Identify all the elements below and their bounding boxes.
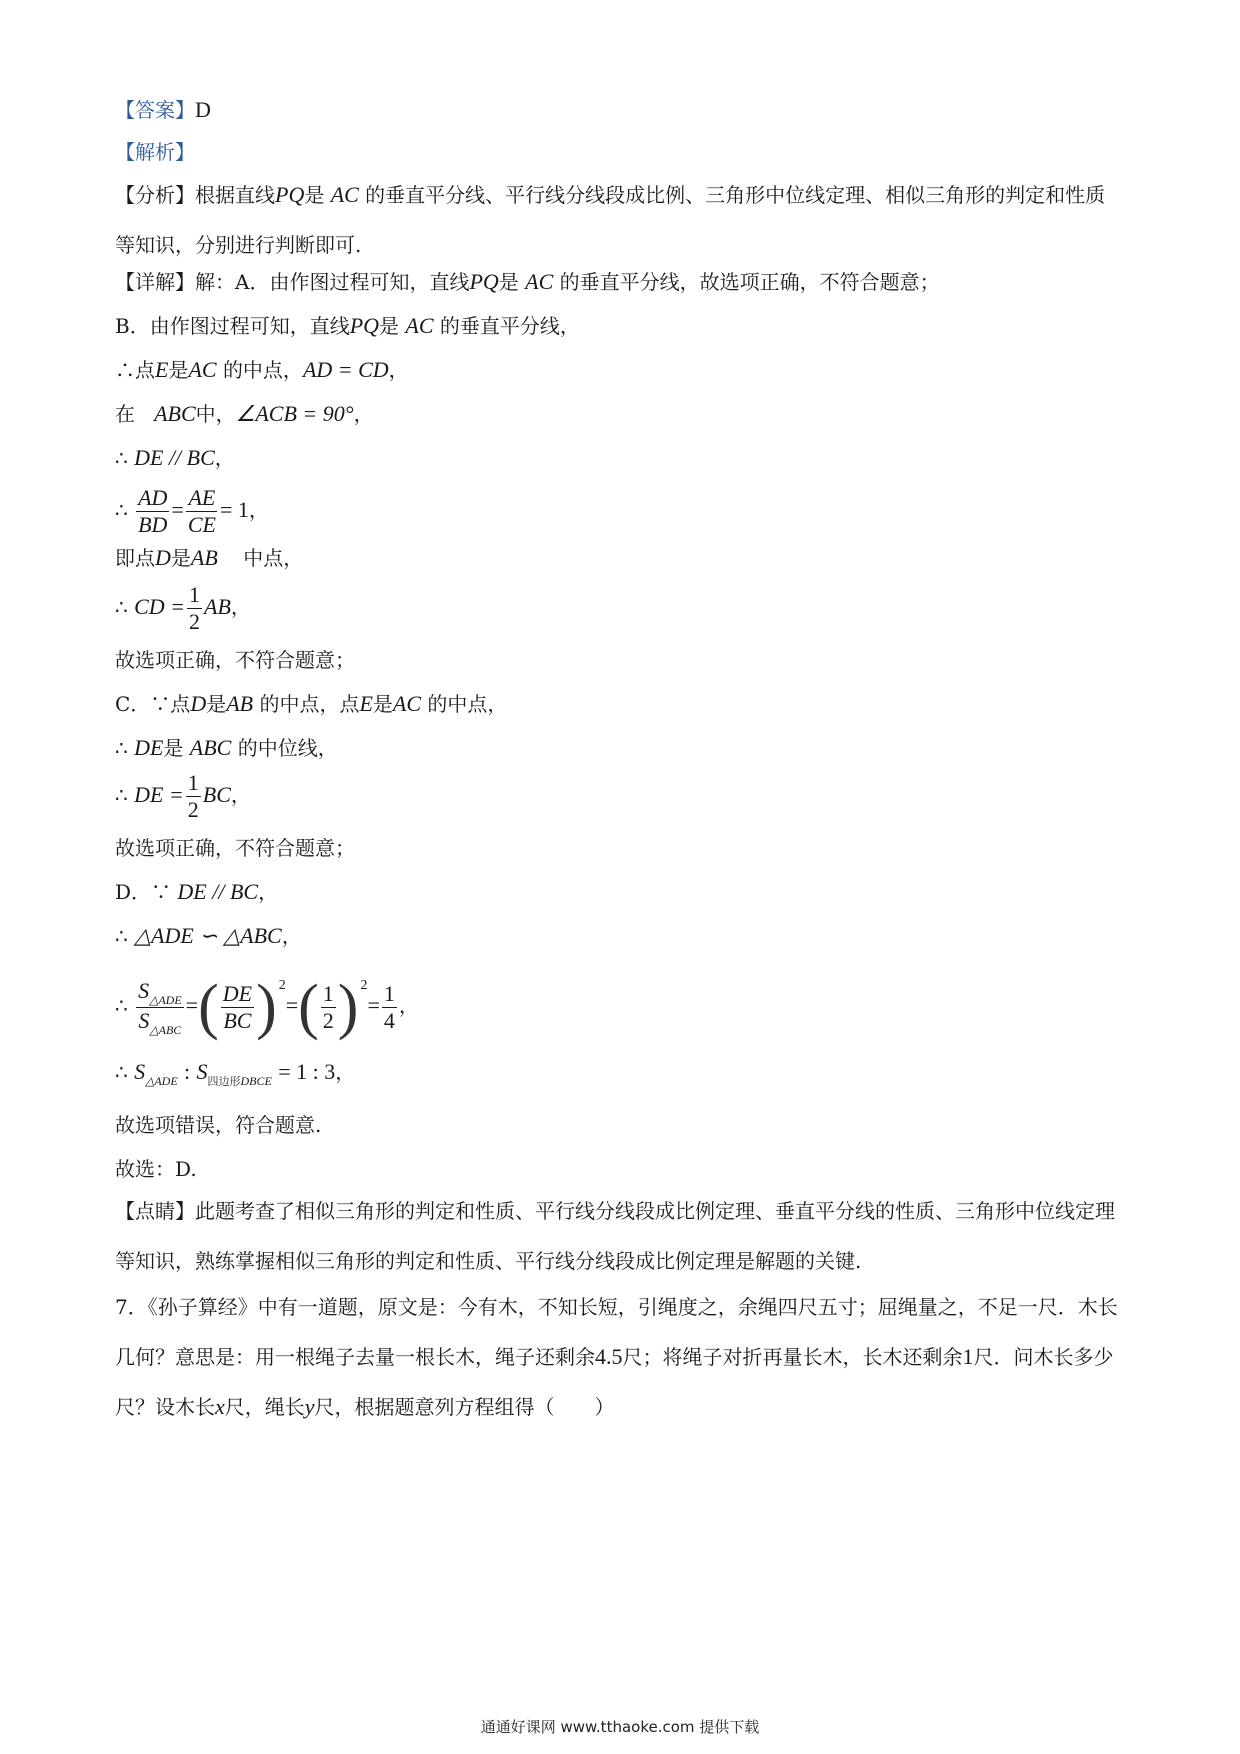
math-ab: AB bbox=[226, 691, 254, 716]
punct: ， bbox=[388, 358, 409, 382]
math-rhs: AB bbox=[204, 594, 231, 619]
text: 的中位线， bbox=[237, 736, 338, 760]
subscript: △ABC bbox=[149, 1022, 182, 1037]
math-parallel: DE // BC bbox=[177, 879, 259, 904]
numerator: 1 bbox=[189, 582, 201, 607]
text: 的中点， bbox=[222, 358, 303, 382]
text: 是 bbox=[372, 692, 393, 716]
math-d: D bbox=[190, 691, 207, 716]
answer-label: 【答案】 bbox=[115, 98, 195, 122]
denominator: 2 bbox=[187, 797, 199, 822]
xiangjie-line bbox=[115, 267, 940, 297]
footer-watermark: 通通好课网 www.tthaoke.com 提供下载 bbox=[480, 1718, 760, 1736]
math-ab: AB bbox=[190, 545, 218, 570]
math-parallel: DE // BC bbox=[134, 445, 215, 470]
math-lhs: CD = bbox=[134, 594, 186, 619]
text: 的中点，点 bbox=[259, 692, 360, 716]
b-line-3 bbox=[115, 399, 374, 429]
numerator: 1 bbox=[383, 980, 395, 1006]
punct: ， bbox=[258, 880, 279, 904]
b-line-6 bbox=[115, 543, 303, 573]
fraction-half bbox=[186, 770, 201, 823]
fenxi-text: 是 bbox=[304, 183, 325, 207]
c-line-2 bbox=[115, 733, 338, 763]
xiangjie-text: 解：A．由作图过程可知，直线 bbox=[195, 270, 470, 294]
punct: ， bbox=[230, 783, 251, 807]
math-lhs: DE = bbox=[134, 782, 184, 807]
denominator: 2 bbox=[322, 1007, 334, 1033]
math-s: S bbox=[138, 977, 150, 1003]
text: C．∵点 bbox=[115, 692, 191, 716]
math-pq: PQ bbox=[275, 182, 305, 207]
text: 是 bbox=[379, 314, 400, 338]
math-ac: AC bbox=[525, 269, 554, 294]
math-equation: AD = CD bbox=[302, 357, 389, 382]
math-rhs: BC bbox=[202, 782, 231, 807]
denominator bbox=[136, 1008, 183, 1037]
answer-value: D bbox=[195, 97, 211, 122]
math-x: x bbox=[215, 1394, 225, 1419]
punct: ， bbox=[281, 924, 302, 948]
subscript: △ADE bbox=[149, 992, 182, 1007]
text: 的中点， bbox=[427, 692, 508, 716]
math-pq: PQ bbox=[349, 313, 380, 338]
text: D．∵ bbox=[115, 880, 172, 904]
question-text: 尺，绳长 bbox=[224, 1395, 305, 1419]
math-rhs: = 1 bbox=[219, 497, 249, 522]
math-rhs: = 1 : 3 bbox=[278, 1059, 336, 1084]
math-ac: AC bbox=[330, 182, 359, 207]
math-s: S bbox=[134, 1059, 146, 1084]
math-similar: △ADE ∽ △ABC bbox=[134, 923, 282, 948]
therefore-symbol: ∴ bbox=[115, 595, 128, 619]
fenxi-text: 根据直线 bbox=[195, 183, 275, 207]
numerator: AD bbox=[138, 485, 168, 510]
d-line-3: ∴ $\frac{S_{\triangle ADE}}{S_{\triangle ABC}}$ = ( $\frac{DE}{BC}$ ) $^2$= ( $\frac{1}{2}$ ) $^2$= $\frac{1}{4}$ ， bbox=[115, 973, 419, 1041]
subscript: DBCE bbox=[240, 1074, 272, 1088]
math-ac: AC bbox=[405, 313, 434, 338]
choose-line: 故选：D. bbox=[115, 1157, 197, 1181]
text: 中， bbox=[195, 402, 236, 426]
question-text: 尺，根据题意列方程组得（ ） bbox=[314, 1395, 615, 1419]
math-pq: PQ bbox=[469, 269, 499, 294]
paren-half: ( $\frac{1}{2}$ ) bbox=[298, 973, 359, 1041]
therefore-symbol: ∴ bbox=[115, 498, 128, 522]
d-line-1 bbox=[115, 877, 278, 907]
therefore-symbol: ∴ bbox=[115, 993, 128, 1018]
c-line-3 bbox=[115, 770, 251, 823]
math-s: S bbox=[196, 1059, 208, 1084]
question-7 bbox=[115, 1282, 1125, 1432]
therefore-symbol: ∴ bbox=[115, 924, 128, 948]
punct: ， bbox=[353, 402, 374, 426]
math-e: E bbox=[155, 357, 169, 382]
d-line-2 bbox=[115, 921, 302, 951]
text: ∴点 bbox=[115, 358, 155, 382]
math-d: D bbox=[155, 545, 171, 570]
xiangjie-text: 是 bbox=[498, 270, 519, 294]
analysis-label: 【解析】 bbox=[115, 140, 195, 164]
therefore-symbol: ∴ bbox=[115, 736, 128, 760]
math-abc: ABC bbox=[189, 735, 232, 760]
b-line-7 bbox=[115, 582, 251, 635]
paren-ratio: ( $\frac{DE}{BC}$ ) bbox=[198, 973, 277, 1041]
math-e: E bbox=[359, 691, 373, 716]
question-text: 7．《孙子算经》中有一道题，原文是：今有木，不知长短，引绳度之，余绳四尺五寸；屈绳量之，不足一尺．木长几何？意思是：用一根绳子去量一根长木，绳子还剩余 bbox=[115, 1295, 1118, 1369]
therefore-symbol: ∴ bbox=[115, 446, 128, 470]
value-1: 1 bbox=[962, 1344, 974, 1369]
punct: ， bbox=[398, 993, 419, 1018]
numerator bbox=[136, 978, 184, 1008]
xiangjie-text: 的垂直平分线，故选项正确，不符合题意； bbox=[559, 270, 940, 294]
d-line-4 bbox=[115, 1057, 355, 1091]
colon: : bbox=[184, 1059, 191, 1084]
math-angle: ∠ACB = 90° bbox=[235, 401, 354, 426]
fenxi-paragraph bbox=[115, 170, 1125, 270]
punct: ， bbox=[214, 446, 235, 470]
question-text: 尺；将绳子对折再量长木，长木还剩余 bbox=[622, 1345, 963, 1369]
exponent: 2 bbox=[278, 977, 286, 993]
fenxi-label: 【分析】 bbox=[115, 183, 195, 207]
punct: ， bbox=[335, 1060, 356, 1084]
punct: ， bbox=[248, 498, 269, 522]
text: 中点， bbox=[243, 546, 304, 570]
fraction-ad-bd bbox=[136, 485, 169, 538]
math-de: DE bbox=[134, 735, 164, 760]
denominator: CE bbox=[187, 512, 216, 537]
numerator: AE bbox=[188, 485, 216, 510]
denominator: 4 bbox=[383, 1007, 395, 1033]
dianjing-paragraph bbox=[115, 1186, 1125, 1286]
exponent: 2 bbox=[360, 977, 368, 993]
denominator: BD bbox=[138, 512, 168, 537]
subscript-cn: 四边形 bbox=[207, 1075, 241, 1088]
b-line-8: 故选项正确，不符合题意； bbox=[115, 648, 355, 672]
text: 在 bbox=[115, 402, 135, 426]
fraction-half bbox=[187, 582, 202, 635]
c-line-4: 故选项正确，不符合题意； bbox=[115, 836, 355, 860]
dianjing-label: 【点睛】 bbox=[115, 1199, 195, 1223]
xiangjie-label: 【详解】 bbox=[115, 270, 195, 294]
denominator: 2 bbox=[189, 609, 201, 634]
fraction-quarter bbox=[382, 981, 397, 1034]
answer-line bbox=[115, 95, 211, 125]
therefore-symbol: ∴ bbox=[115, 1060, 128, 1084]
text: 是 bbox=[206, 692, 227, 716]
math-ac: AC bbox=[392, 691, 422, 716]
fraction-de-bc bbox=[221, 981, 254, 1034]
text: 是 bbox=[170, 546, 191, 570]
d-line-5: 故选项错误，符合题意. bbox=[115, 1113, 322, 1137]
text: B．由作图过程可知，直线 bbox=[115, 314, 350, 338]
fraction-ae-ce bbox=[186, 485, 218, 538]
numerator: 1 bbox=[187, 770, 199, 795]
math-s: S bbox=[138, 1007, 150, 1033]
b-line-5: ∴ $\frac{AD}{BD}$ = $\frac{AE}{CE}$ = 1， bbox=[115, 485, 269, 537]
fraction-half bbox=[321, 981, 336, 1034]
b-line-4 bbox=[115, 443, 235, 473]
math-ac: AC bbox=[188, 357, 217, 382]
numerator: DE bbox=[222, 980, 253, 1006]
punct: ， bbox=[230, 595, 251, 619]
dianjing-text: 此题考查了相似三角形的判定和性质、平行线分线段成比例定理、垂直平分线的性质、三角形中位线定理等知识，熟练掌握相似三角形的判定和性质、平行线分线段成比例定理是解题的关键. bbox=[115, 1199, 1115, 1273]
therefore-symbol: ∴ bbox=[115, 783, 128, 807]
text: 即点 bbox=[115, 546, 155, 570]
numerator: 1 bbox=[322, 980, 334, 1006]
text: 是 bbox=[163, 736, 184, 760]
math-abc: ABC bbox=[154, 401, 196, 426]
text: 是 bbox=[168, 358, 189, 382]
value-4-5: 4.5 bbox=[595, 1344, 623, 1369]
b-line-2 bbox=[115, 355, 409, 385]
b-line-1 bbox=[115, 311, 580, 341]
c-line-1 bbox=[115, 689, 507, 719]
denominator: BC bbox=[223, 1007, 252, 1033]
math-y: y bbox=[304, 1394, 315, 1419]
fraction-area-ratio bbox=[136, 978, 184, 1037]
subscript: △ADE bbox=[145, 1074, 178, 1088]
text: 的垂直平分线， bbox=[439, 314, 580, 338]
fenxi-text: 的垂直平分线、平行线分线段成比例、三角形中位线定理、相似三角形的判定和性质等知识，分别进行判断即可. bbox=[115, 183, 1106, 257]
question-text: 尺．问木长多少尺？设木长 bbox=[115, 1345, 1114, 1419]
